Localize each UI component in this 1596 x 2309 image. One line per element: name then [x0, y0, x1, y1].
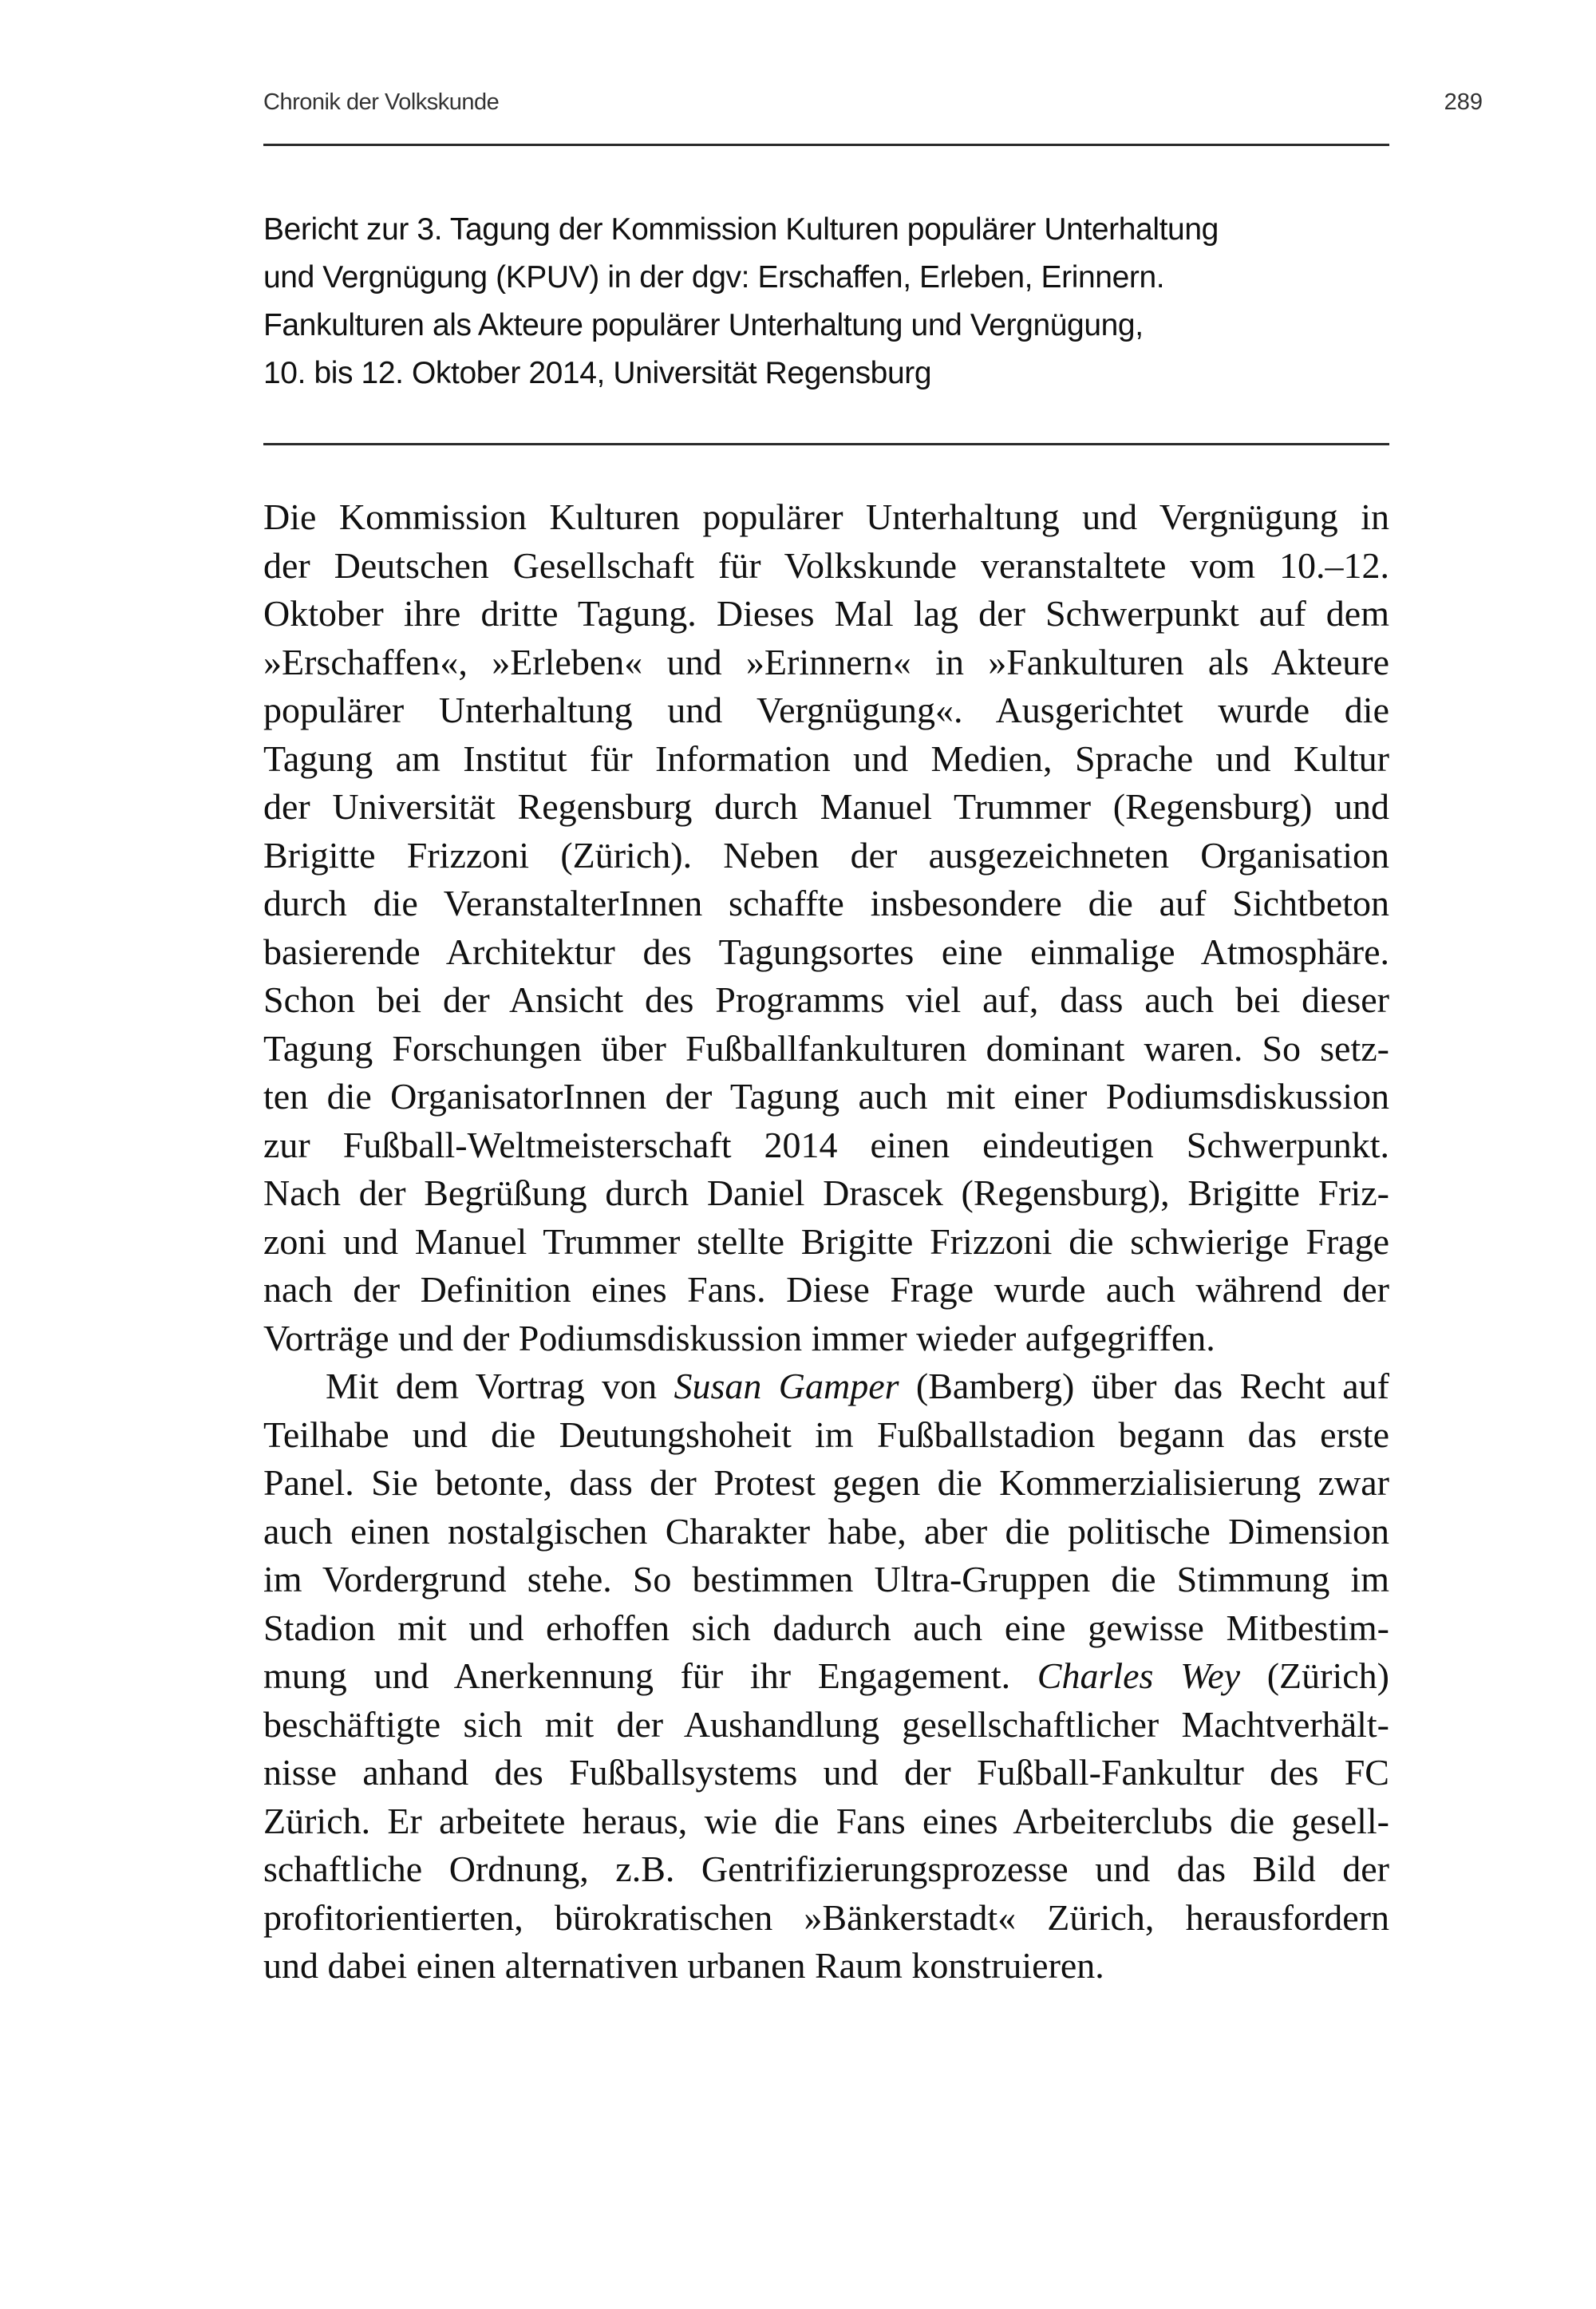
- text-line: [263, 1845, 1389, 1894]
- title-rule: [263, 443, 1389, 445]
- text-line: [263, 1315, 1389, 1363]
- text-segment: Mit dem Vortrag von: [326, 1366, 674, 1406]
- text-segment: Teilhabe und die Deutungshoheit im Fußballstadion begann das erste: [263, 1413, 1389, 1455]
- text-segment: Brigitte Frizzoni (Zürich). Neben der ausgezeichneten Organisation: [263, 834, 1389, 876]
- text-segment: Tagung Forschungen über Fußballfankulturen dominant waren. So setz-: [263, 1027, 1389, 1069]
- text-segment: nach der Definition eines Fans. Diese Frage wurde auch während der: [263, 1269, 1389, 1310]
- page-number: 289: [1444, 89, 1483, 115]
- text-segment: Stadion mit und erhoffen sich dadurch auch eine gewisse Mitbestim-: [263, 1607, 1389, 1648]
- text-line: [263, 1894, 1389, 1943]
- text-line: [263, 1266, 1389, 1315]
- title-line: 10. bis 12. Oktober 2014, Universität Regensburg: [263, 356, 932, 390]
- text-line: [263, 1604, 1389, 1653]
- title-line: Fankulturen als Akteure populärer Unterhaltung und Vergnügung,: [263, 308, 1144, 342]
- running-header: Chronik der Volkskunde: [263, 89, 500, 115]
- text-line: [263, 832, 1389, 880]
- text-line: [263, 1459, 1389, 1508]
- text-segment: mung und Anerkennung für ihr Engagement.: [263, 1655, 1037, 1696]
- italic-name: Charles Wey: [1037, 1655, 1241, 1696]
- text-segment: durch die VeranstalterInnen schaffte insbesondere die auf Sichtbeton: [263, 883, 1389, 923]
- text-line: [263, 1749, 1389, 1797]
- text-segment: Die Kommission Kulturen populärer Unterhaltung und Vergnügung in: [263, 496, 1389, 537]
- text-line: [263, 1701, 1389, 1750]
- text-segment: beschäftigte sich mit der Aushandlung gesellschaftlicher Machtverhält-: [263, 1703, 1389, 1745]
- text-segment: Schon bei der Ansicht des Programms viel auf, dass auch bei dieser: [263, 979, 1389, 1020]
- text-line: [263, 1025, 1389, 1073]
- text-line: [263, 976, 1389, 1025]
- text-segment: nisse anhand des Fußballsystems und der Fußball-Fankultur des FC: [263, 1752, 1389, 1793]
- text-segment: der Deutschen Gesellschaft für Volkskunde veranstaltete vom 10.–12.: [263, 544, 1389, 586]
- text-line: [263, 880, 1389, 928]
- text-line: [263, 1411, 1389, 1460]
- title-line: Bericht zur 3. Tagung der Kommission Kulturen populärer Unterhaltung: [263, 212, 1219, 247]
- text-line: [263, 1652, 1389, 1701]
- text-segment: im Vordergrund stehe. So bestimmen Ultra-Gruppen die Stimmung im: [263, 1559, 1389, 1599]
- text-line: [263, 783, 1389, 832]
- text-line: [263, 1508, 1389, 1556]
- header-rule: [263, 144, 1389, 146]
- text-segment: profitorientierten, bürokratischen »Bänkerstadt« Zürich, herausfordern: [263, 1896, 1389, 1938]
- text-line: [263, 590, 1389, 639]
- text-line: [263, 735, 1389, 784]
- text-line: [263, 542, 1389, 591]
- text-segment: (Zürich): [1240, 1655, 1389, 1696]
- text-line: [263, 1797, 1389, 1846]
- text-line: [263, 686, 1389, 735]
- text-line: [263, 639, 1389, 687]
- text-line: [263, 1121, 1389, 1170]
- text-line: [263, 1942, 1389, 1991]
- text-segment: »Erschaffen«, »Erleben« und »Erinnern« in »Fankulturen als Akteure: [263, 641, 1389, 682]
- article-body: [263, 493, 1389, 1991]
- text-segment: ten die OrganisatorInnen der Tagung auch mit einer Podiumsdiskussion: [263, 1076, 1389, 1117]
- text-segment: Panel. Sie betonte, dass der Protest gegen die Kommerzialisierung zwar: [263, 1462, 1389, 1503]
- text-segment: und dabei einen alternativen urbanen Raum konstruieren.: [263, 1945, 1104, 1986]
- text-line: [263, 1073, 1389, 1121]
- text-segment: Nach der Begrüßung durch Daniel Drascek (Regensburg), Brigitte Friz-: [263, 1172, 1389, 1213]
- text-segment: (Bamberg) über das Recht auf: [899, 1366, 1389, 1406]
- text-segment: auch einen nostalgischen Charakter habe, aber die politische Dimension: [263, 1510, 1389, 1552]
- title-line: und Vergnügung (KPUV) in der dgv: Erschaffen, Erleben, Erinnern.: [263, 260, 1165, 295]
- text-segment: Zürich. Er arbeitete heraus, wie die Fans eines Arbeiterclubs die gesell-: [263, 1800, 1389, 1841]
- text-line: [263, 1362, 1389, 1411]
- italic-name: Susan Gamper: [674, 1366, 899, 1406]
- text-segment: Tagung am Institut für Information und Medien, Sprache und Kultur: [263, 737, 1389, 779]
- text-line: [263, 1169, 1389, 1218]
- text-line: [263, 1218, 1389, 1267]
- text-line: [263, 493, 1389, 542]
- text-segment: schaftliche Ordnung, z.B. Gentrifizierungsprozesse und das Bild der: [263, 1848, 1389, 1889]
- text-line: [263, 1556, 1389, 1604]
- text-segment: zoni und Manuel Trummer stellte Brigitte Frizzoni die schwierige Frage: [263, 1220, 1389, 1262]
- text-segment: basierende Architektur des Tagungsortes eine einmalige Atmosphäre.: [263, 931, 1389, 972]
- text-segment: Vorträge und der Podiumsdiskussion immer wieder aufgegriffen.: [263, 1317, 1215, 1358]
- text-line: [263, 928, 1389, 977]
- text-segment: populärer Unterhaltung und Vergnügung«. Ausgerichtet wurde die: [263, 690, 1389, 730]
- text-segment: der Universität Regensburg durch Manuel Trummer (Regensburg) und: [263, 786, 1389, 827]
- text-segment: Oktober ihre dritte Tagung. Dieses Mal lag der Schwerpunkt auf dem: [263, 593, 1389, 634]
- article-title: [263, 206, 1389, 397]
- text-segment: zur Fußball-Weltmeisterschaft 2014 einen eindeutigen Schwerpunkt.: [263, 1124, 1389, 1165]
